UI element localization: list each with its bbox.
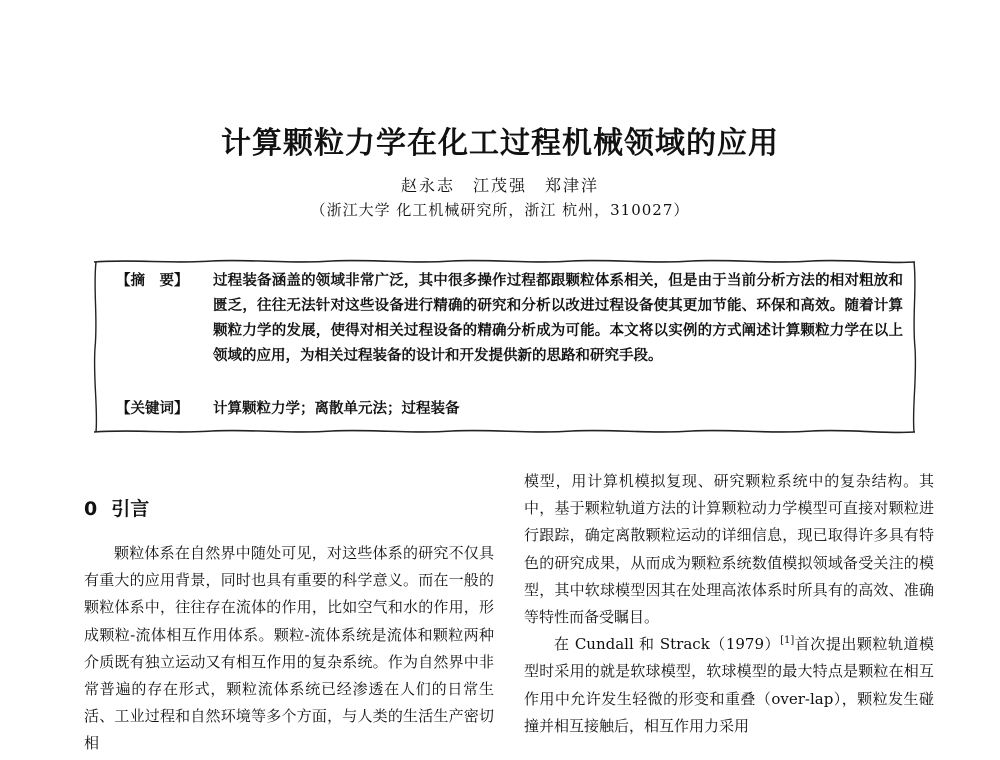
- para-text: 在 Cundall 和 Strack（1979）: [554, 635, 781, 654]
- section-heading: [84, 496, 494, 522]
- body-paragraph: 颗粒体系在自然界中随处可见，对这些体系的研究不仅具有重大的应用背景，同时也具有重要的科学意义。而在一般的颗粒体系中，往往存在流体的作用，比如空气和水的作用，形成颗粒-流体相互作用体系。颗粒-流体系统是流体和颗粒两种介质既有独立运动又有相互作用的复杂系统。作为自然界中非常普遍的存在形式，颗粒流体系统已经渗透在人们的日常生活、工业过程和自然环境等多个方面，与人类的生活生产密切相: [84, 544, 494, 753]
- affiliation: （浙江大学 化工机械研究所，浙江 杭州，310027）: [310, 201, 690, 219]
- citation-ref: [1]: [780, 635, 795, 647]
- abstract-label: 【摘 要】: [116, 272, 189, 289]
- section-title: 引言: [111, 498, 150, 520]
- abstract-text: 过程装备涵盖的领域非常广泛，其中很多操作过程都跟颗粒体系相关，但是由于当前分析方法的相对粗放和匮乏，往往无法针对这些设备进行精确的研究和分析以改进过程设备使其更加节能、环保和高效。随着计算颗粒力学的发展，使得对相关过程设备的精确分析成为可能。本文将以实例的方式阐述计算颗粒力学在以上领域的应用，为相关过程装备的设计和开发提供新的思路和研究手段。: [213, 272, 903, 364]
- author-list: 赵永志 江茂强 郑津洋: [400, 176, 599, 195]
- abstract-box: [92, 258, 918, 436]
- body-paragraph: [524, 631, 934, 740]
- left-column: [84, 466, 494, 758]
- right-column: [524, 468, 934, 740]
- section-number: 0: [84, 498, 98, 520]
- paper-title: 计算颗粒力学在化工过程机械领域的应用: [221, 126, 779, 161]
- body-paragraph: 模型，用计算机模拟复现、研究颗粒系统中的复杂结构。其中，基于颗粒轨道方法的计算颗粒动力学模型可直接对颗粒进行跟踪，确定离散颗粒运动的详细信息，现已取得许多具有特色的研究成果，从而成为颗粒系统数值模拟领域备受关注的模型，其中软球模型因其在处理高浓体系时所具有的高效、准确等特性而备受瞩目。: [524, 472, 934, 627]
- keywords-text: 计算颗粒力学；离散单元法；过程装备: [213, 400, 460, 417]
- keywords-label: 【关键词】: [116, 400, 189, 417]
- para-text: 首次提出颗粒轨道模型时采用的就是软球模型，软球模型的最大特点是颗粒在相互作用中允许发生轻微的形变和重叠（over-lap），颗粒发生碰撞并相互接触后，相互作用力采用: [524, 635, 934, 735]
